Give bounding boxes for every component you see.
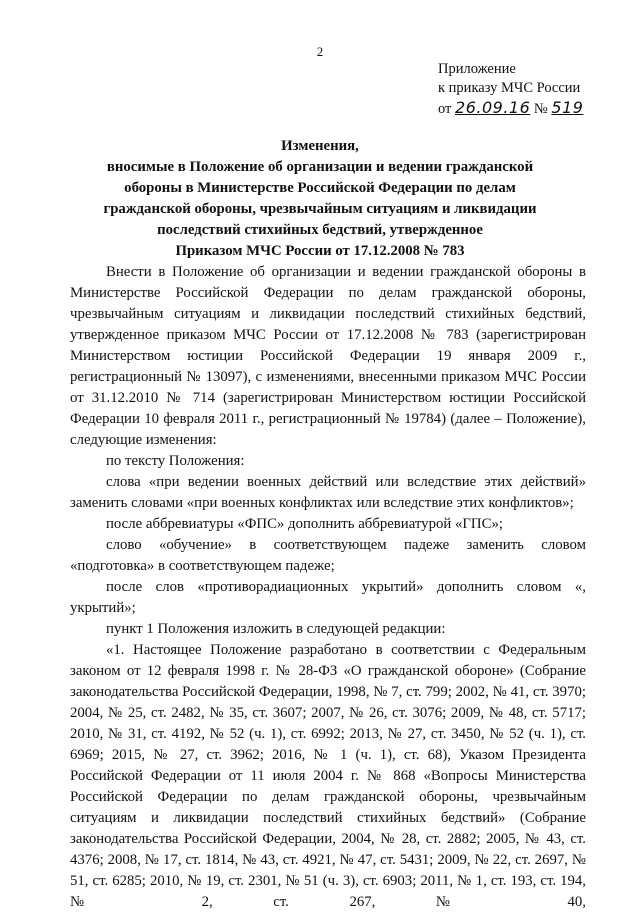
title-line: Приказом МЧС России от 17.12.2008 № 783 [175,243,465,259]
paragraph: пункт 1 Положения изложить в следующей редакции: [106,621,446,637]
title-line: обороны в Министерстве Российской Федерации по делам [124,180,516,196]
paragraph-intro: Внести в Положение об организации и ведении гражданской обороны в Министерстве Российской Федерации по делам гражданской обороны, чрезвычайным ситуациям и ликвидации последствий стихийных бедствий, утвержденное приказом МЧС России от 17.12.2008 № 783 (зарегистрирован Министерством юстиции Российской Федерации 19 января 2009 г., регистрационный № 13097), с изменениями, внесенными приказом МЧС России от 31.12.2010 № 714 (зарегистрирован Министерством юстиции Российской Федерации 10 февраля 2011 г., регистрационный № 19784) (далее – Положение), следующие изменения: [70,264,586,448]
document-body [70,262,586,913]
title-line: гражданской обороны, чрезвычайным ситуациям и ликвидации [103,201,537,217]
title-line: Изменения, [281,138,359,154]
title-line: последствий стихийных бедствий, утвержденное [157,222,483,238]
appendix-number-sign: № [533,101,548,117]
document-title [0,136,640,262]
appendix-date-prefix: от [438,101,452,117]
page-number: 2 [316,44,324,59]
appendix-header [438,60,583,119]
paragraph: слова «при ведении военных действий или вследствие этих действий» заменить словами «при военных конфликтах или вследствие этих конфликтов»; [70,474,586,511]
handwritten-date: 26.09.16 [455,98,531,117]
paragraph: после слов «противорадиационных укрытий» дополнить словом «, укрытий»; [70,579,586,616]
paragraph: после аббревиатуры «ФПС» дополнить аббревиатурой «ГПС»; [106,516,504,532]
appendix-order-ref: к приказу МЧС России [438,80,581,96]
appendix-date-line [438,98,583,119]
appendix-label: Приложение [438,61,516,77]
handwritten-order-number: 519 [551,98,584,117]
paragraph-point-1: «1. Настоящее Положение разработано в соответствии с Федеральным законом от 12 февраля 1998 г. № 28-ФЗ «О гражданской обороне» (Собрание законодательства Российской Федерации, 1998, № 7, ст. 799; 2002, № 41, ст. 3970; 2004, № 25, ст. 2482, № 35, ст. 3607; 2007, № 26, ст. 3076; 2009, № 48, ст. 5717; 2010, № 31, ст. 4192, № 52 (ч. 1), ст. 6992; 2013, № 27, ст. 3450, № 52 (ч. 1), ст. 6969; 2015, № 27, ст. 3962; 2016, № 1 (ч. 1), ст. 68), Указом Президента Российской Федерации от 11 июля 2004 г. № 868 «Вопросы Министерства Российской Федерации по делам гражданской обороны, чрезвычайным ситуациям и ликвидации последствий стихийных бедствий» (Собрание законодательства Российской Федерации, 2004, № 28, ст. 2882; 2005, № 43, ст. 4376; 2008, № 17, ст. 1814, № 43, ст. 4921, № 47, ст. 5431; 2009, № 22, ст. 2697, № 51, ст. 6285; 2010, № 19, ст. 2301, № 51 (ч. 3), ст. 6903; 2011, № 1, ст. 193, ст. 194, № 2, ст. 267, № 40, [70,642,586,910]
paragraph: слово «обучение» в соответствующем падеже заменить словом «подготовка» в соответствующем падеже; [70,537,586,574]
paragraph: по тексту Положения: [106,453,245,469]
title-line: вносимые в Положение об организации и ведении гражданской [106,159,534,175]
